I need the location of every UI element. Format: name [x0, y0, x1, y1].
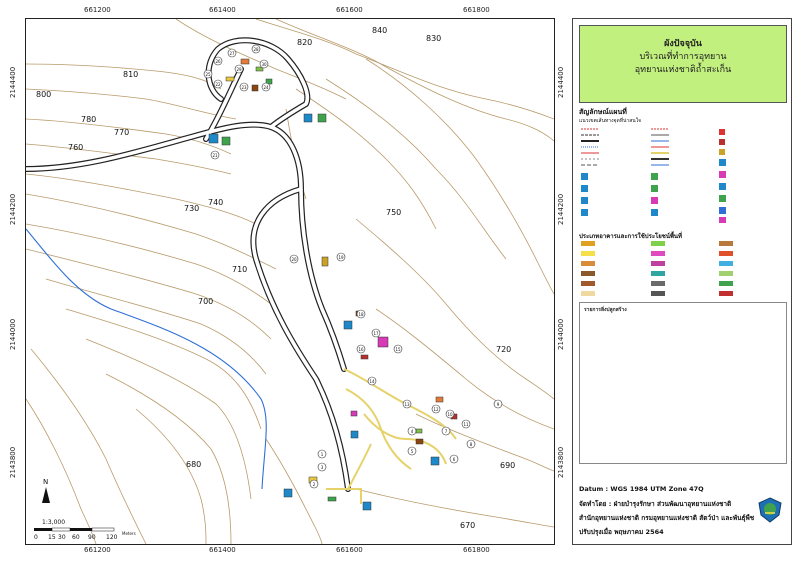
- svg-text:750: 750: [386, 208, 402, 217]
- scale-tick: 15: [48, 534, 56, 541]
- svg-text:710: 710: [232, 265, 248, 274]
- svg-text:27: 27: [229, 51, 235, 56]
- svg-text:3: 3: [320, 465, 324, 470]
- coord-top: 661800: [463, 6, 490, 14]
- map-title: ผังปัจจุบัน: [664, 39, 702, 49]
- datum-text: Datum : WGS 1984 UTM Zone 47Q: [579, 485, 704, 493]
- svg-text:830: 830: [426, 34, 442, 43]
- coord-left: 2143800: [9, 446, 17, 478]
- svg-text:26: 26: [215, 59, 221, 64]
- svg-text:780: 780: [81, 115, 97, 124]
- road-network: [26, 40, 348, 489]
- map-subtitle: บริเวณที่ทำการอุทยาน: [639, 52, 727, 62]
- scale-bar: [34, 528, 114, 531]
- coord-right: 2143800: [557, 446, 565, 478]
- svg-text:690: 690: [500, 461, 516, 470]
- scale-tick: 0: [34, 534, 38, 541]
- coord-left: 2144200: [9, 193, 17, 225]
- svg-text:730: 730: [184, 204, 200, 213]
- coord-top: 661200: [84, 6, 111, 14]
- svg-text:840: 840: [372, 26, 388, 35]
- svg-text:22: 22: [215, 82, 221, 87]
- svg-text:9: 9: [496, 402, 500, 407]
- scale-tick: 30: [58, 534, 66, 541]
- svg-text:30: 30: [261, 62, 267, 67]
- updated-text: ปรับปรุงเมื่อ พฤษภาคม 2564: [579, 528, 664, 536]
- line-symbol-legend: [579, 125, 785, 225]
- coord-right: 2144000: [557, 318, 565, 350]
- coord-bottom: 661400: [209, 546, 236, 554]
- svg-text:800: 800: [36, 90, 52, 99]
- svg-text:720: 720: [496, 345, 512, 354]
- north-arrow: [42, 478, 50, 503]
- svg-text:760: 760: [68, 143, 84, 152]
- stream-line: [26, 229, 266, 489]
- department-logo: [757, 497, 783, 523]
- topographic-map: [26, 19, 554, 544]
- scale-ratio: 1:3,000: [42, 519, 66, 526]
- svg-text:18: 18: [358, 312, 364, 317]
- svg-text:7: 7: [444, 429, 448, 434]
- coord-right: 2144200: [557, 193, 565, 225]
- building-list-box: [579, 302, 787, 464]
- svg-text:15: 15: [395, 347, 401, 352]
- svg-text:820: 820: [297, 38, 313, 47]
- coord-bottom: 661200: [84, 546, 111, 554]
- building-list-heading: รายการสิ่งปลูกสร้าง: [584, 307, 627, 313]
- title-block: [579, 25, 787, 103]
- svg-text:20: 20: [291, 257, 297, 262]
- scale-tick: 90: [88, 534, 96, 541]
- scale-tick: 60: [72, 534, 80, 541]
- svg-text:13: 13: [404, 402, 410, 407]
- legend-heading: สัญลักษณ์แผนที่: [579, 108, 627, 116]
- landuse-swatches: [579, 241, 785, 299]
- svg-text:16: 16: [358, 347, 364, 352]
- svg-text:12: 12: [433, 407, 439, 412]
- svg-text:700: 700: [198, 297, 214, 306]
- svg-text:21: 21: [212, 153, 218, 158]
- svg-text:1: 1: [320, 452, 324, 457]
- map-canvas[interactable]: [25, 18, 555, 545]
- scale-unit: Meters: [122, 531, 136, 536]
- svg-text:810: 810: [123, 70, 139, 79]
- coord-top: 661600: [336, 6, 363, 14]
- coord-right: 2144400: [557, 66, 565, 98]
- svg-text:8: 8: [469, 442, 473, 447]
- svg-text:680: 680: [186, 460, 202, 469]
- landuse-heading: ประเภทอาคารและการใช้ประโยชน์พื้นที่: [579, 233, 682, 240]
- svg-text:740: 740: [208, 198, 224, 207]
- map-number-labels: [205, 47, 499, 487]
- svg-text:17: 17: [373, 331, 379, 336]
- scale-tick: 120: [106, 534, 118, 541]
- svg-text:28: 28: [253, 47, 259, 52]
- svg-text:5: 5: [410, 449, 414, 454]
- coord-left: 2144000: [9, 318, 17, 350]
- svg-text:4: 4: [410, 429, 414, 434]
- svg-text:14: 14: [369, 379, 375, 384]
- svg-text:2: 2: [312, 482, 316, 487]
- coord-left: 2144400: [9, 66, 17, 98]
- office-text: สำนักอุทยานแห่งชาติ กรมอุทยานแห่งชาติ สัตว์ป่า และพันธุ์พืช: [579, 514, 755, 522]
- coord-bottom: 661600: [336, 546, 363, 554]
- coord-top: 661400: [209, 6, 236, 14]
- coord-bottom: 661800: [463, 546, 490, 554]
- svg-text:19: 19: [338, 255, 344, 260]
- svg-text:N: N: [43, 478, 49, 486]
- park-name: อุทยานแห่งชาติถ้ำสะเก็น: [634, 65, 732, 75]
- svg-text:25: 25: [205, 72, 211, 77]
- svg-text:29: 29: [236, 67, 242, 72]
- map-number-markers: [204, 45, 502, 488]
- legend-panel: [572, 18, 792, 545]
- svg-text:24: 24: [263, 85, 269, 90]
- svg-text:6: 6: [452, 457, 456, 462]
- svg-text:23: 23: [241, 85, 247, 90]
- legend-subheading: แนวเขตเส้นทางจุดที่น่าสนใจ: [579, 118, 642, 124]
- svg-text:770: 770: [114, 128, 130, 137]
- svg-text:11: 11: [463, 422, 469, 427]
- svg-text:670: 670: [460, 521, 476, 530]
- contour-lines: [26, 19, 554, 544]
- made-by-text: จัดทำโดย : ฝ่ายบำรุงรักษา ส่วนพัฒนาอุทยานแห่งชาติ: [579, 500, 732, 508]
- svg-text:10: 10: [447, 412, 453, 417]
